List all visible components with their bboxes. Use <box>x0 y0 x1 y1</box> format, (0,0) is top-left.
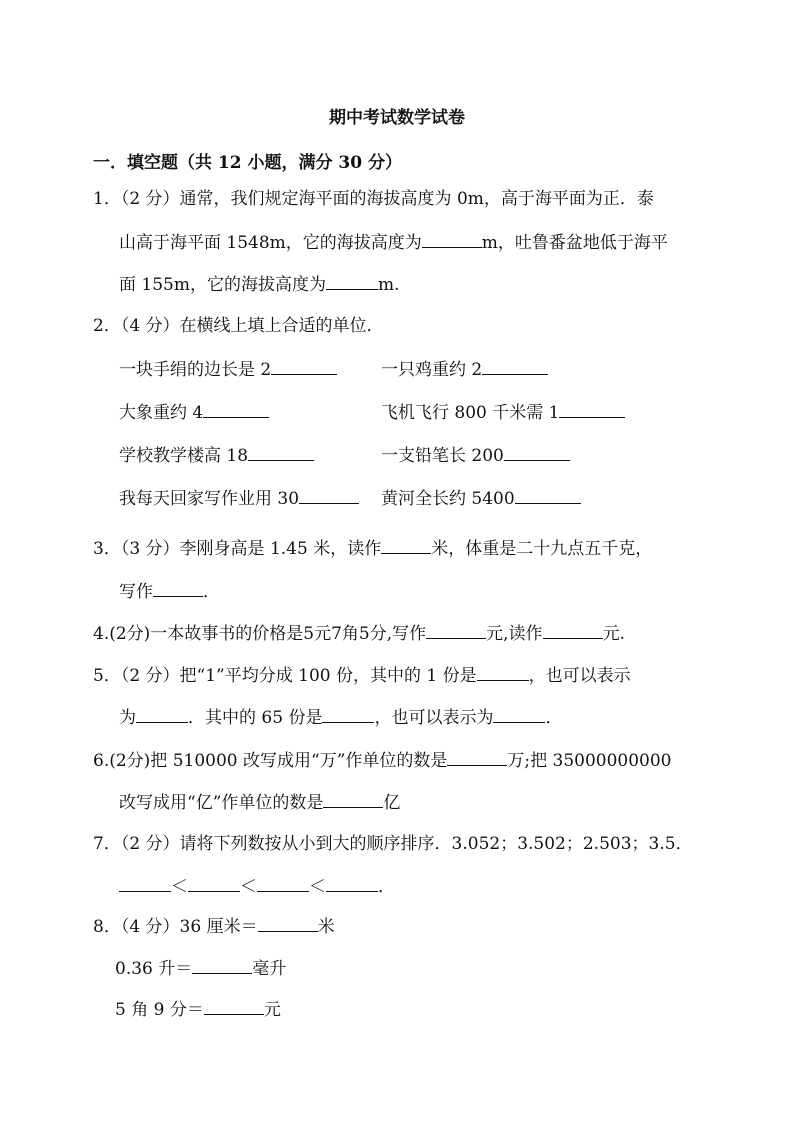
q4-line <box>93 622 625 645</box>
q2-item-text: 一块手绢的边长是 2 <box>119 360 272 380</box>
q8-line2 <box>115 957 286 980</box>
q2-item <box>119 444 314 467</box>
q2-blank[interactable] <box>482 358 548 375</box>
q2-item-text: 飞机飞行 800 千米需 1 <box>381 403 560 423</box>
q1-line3 <box>119 273 400 296</box>
q6-blank-2[interactable] <box>323 791 383 808</box>
q2-item <box>381 358 548 381</box>
q2-item-text: 一支铅笔长 200 <box>381 446 504 466</box>
q3-blank-1[interactable] <box>381 537 431 554</box>
q6-line2 <box>119 791 400 814</box>
q5-line1 <box>93 664 631 687</box>
q1-text-a: 山高于海平面 1548m，它的海拔高度为 <box>119 233 422 253</box>
q5-blank-1[interactable] <box>477 664 529 681</box>
q5-text-b: ，也可以表示 <box>528 666 631 686</box>
q6-blank-1[interactable] <box>447 749 507 766</box>
q4-blank-1[interactable] <box>426 622 486 639</box>
q3-text-d: ． <box>203 582 220 602</box>
q7-blank-3[interactable] <box>257 875 309 892</box>
q2-blank[interactable] <box>248 444 314 461</box>
q6-line1 <box>93 749 672 772</box>
q2-item-text: 学校教学楼高 18 <box>119 446 249 466</box>
q1-text-b: m，吐鲁番盆地低于海平 <box>481 233 668 253</box>
q8-text-a: 8．（4 分）36 厘米＝ <box>93 917 258 937</box>
q1-blank-1[interactable] <box>422 231 482 248</box>
q5-text-a: 5．（2 分）把“1”平均分成 100 份，其中的 1 份是 <box>93 666 477 686</box>
q3-line1 <box>93 537 652 560</box>
q7-blank-4[interactable] <box>326 875 378 892</box>
q2-line1: 2．（4 分）在横线上填上合适的单位． <box>93 316 384 336</box>
q2-item <box>119 401 269 424</box>
q5-blank-3[interactable] <box>322 706 374 723</box>
q1-line2 <box>119 231 668 254</box>
q7-less-than: ＜ <box>171 877 188 897</box>
q2-blank[interactable] <box>271 358 337 375</box>
q6-text-c: 改写成用“亿”作单位的数是 <box>119 793 324 813</box>
q5-text-c: 为 <box>119 708 136 728</box>
q5-text-d: ．其中的 65 份是 <box>188 708 323 728</box>
q8-blank-1[interactable] <box>258 915 318 932</box>
q6-text-d: 亿 <box>383 793 401 813</box>
q5-blank-2[interactable] <box>136 706 188 723</box>
q2-item-text: 黄河全长约 5400 <box>381 489 515 509</box>
q3-text-c: 写作 <box>119 582 153 602</box>
q5-text-f: ． <box>545 708 563 728</box>
q2-blank[interactable] <box>203 401 269 418</box>
q7-line2 <box>119 875 395 898</box>
q2-item-text: 大象重约 4 <box>119 403 204 423</box>
q8-text-b: 米 <box>317 917 335 937</box>
q2-item <box>119 358 337 381</box>
q8-line3 <box>115 998 281 1021</box>
q7-end: ． <box>378 877 395 897</box>
q3-text-a: 3．（3 分）李刚身高是 1.45 米，读作 <box>93 539 382 559</box>
q6-text-a: 6.(2分)把 510000 改写成用“万”作单位的数是 <box>93 751 448 771</box>
q7-less-than: ＜ <box>240 877 257 897</box>
q2-item-text: 一只鸡重约 2 <box>381 360 483 380</box>
q7-blank-2[interactable] <box>188 875 240 892</box>
q8-text-d: 毫升 <box>252 959 287 979</box>
q4-text-b: 元,读作 <box>486 624 543 644</box>
q2-item <box>381 487 581 510</box>
q1-text-c: 面 155m，它的海拔高度为 <box>119 275 326 295</box>
q1-line1: 1．（2 分）通常，我们规定海平面的海拔高度为 0m，高于海平面为正．泰 <box>93 189 654 209</box>
q4-text-a: 4.(2分)一本故事书的价格是5元7角5分,写作 <box>93 624 427 644</box>
q8-line1 <box>93 915 335 938</box>
q6-text-b: 万;把 35000000000 <box>507 751 672 771</box>
q2-item <box>381 444 570 467</box>
q1-text-d: m. <box>377 275 400 295</box>
page-title: 期中考试数学试卷 <box>329 108 465 128</box>
q5-line2 <box>119 706 562 729</box>
q8-text-f: 元 <box>263 1000 281 1020</box>
q5-text-e: ，也可以表示为 <box>374 708 494 728</box>
q2-blank[interactable] <box>515 487 581 504</box>
q4-text-c: 元. <box>602 624 625 644</box>
q2-item <box>119 487 359 510</box>
q7-blank-1[interactable] <box>119 875 171 892</box>
section-heading: 一．填空题（共 12 小题，满分 30 分） <box>93 153 402 173</box>
q3-line2 <box>119 580 220 603</box>
q8-blank-2[interactable] <box>192 957 252 974</box>
q4-blank-2[interactable] <box>543 622 603 639</box>
q2-blank[interactable] <box>299 487 359 504</box>
q8-blank-3[interactable] <box>204 998 264 1015</box>
q2-item-text: 我每天回家写作业用 30 <box>119 489 300 509</box>
q7-line1: 7．（2 分）请将下列数按从小到大的顺序排序．3.052；3.502；2.503；3.5． <box>93 834 693 854</box>
q7-less-than: ＜ <box>309 877 326 897</box>
q2-blank[interactable] <box>559 401 625 418</box>
q3-text-b: 米，体重是二十九点五千克， <box>431 539 653 559</box>
q1-blank-2[interactable] <box>326 273 378 290</box>
q8-text-c: 0.36 升＝ <box>115 959 193 979</box>
q3-blank-2[interactable] <box>153 580 203 597</box>
q5-blank-4[interactable] <box>493 706 545 723</box>
q2-item <box>381 401 625 424</box>
q8-text-e: 5 角 9 分＝ <box>115 1000 204 1020</box>
q2-blank[interactable] <box>504 444 570 461</box>
